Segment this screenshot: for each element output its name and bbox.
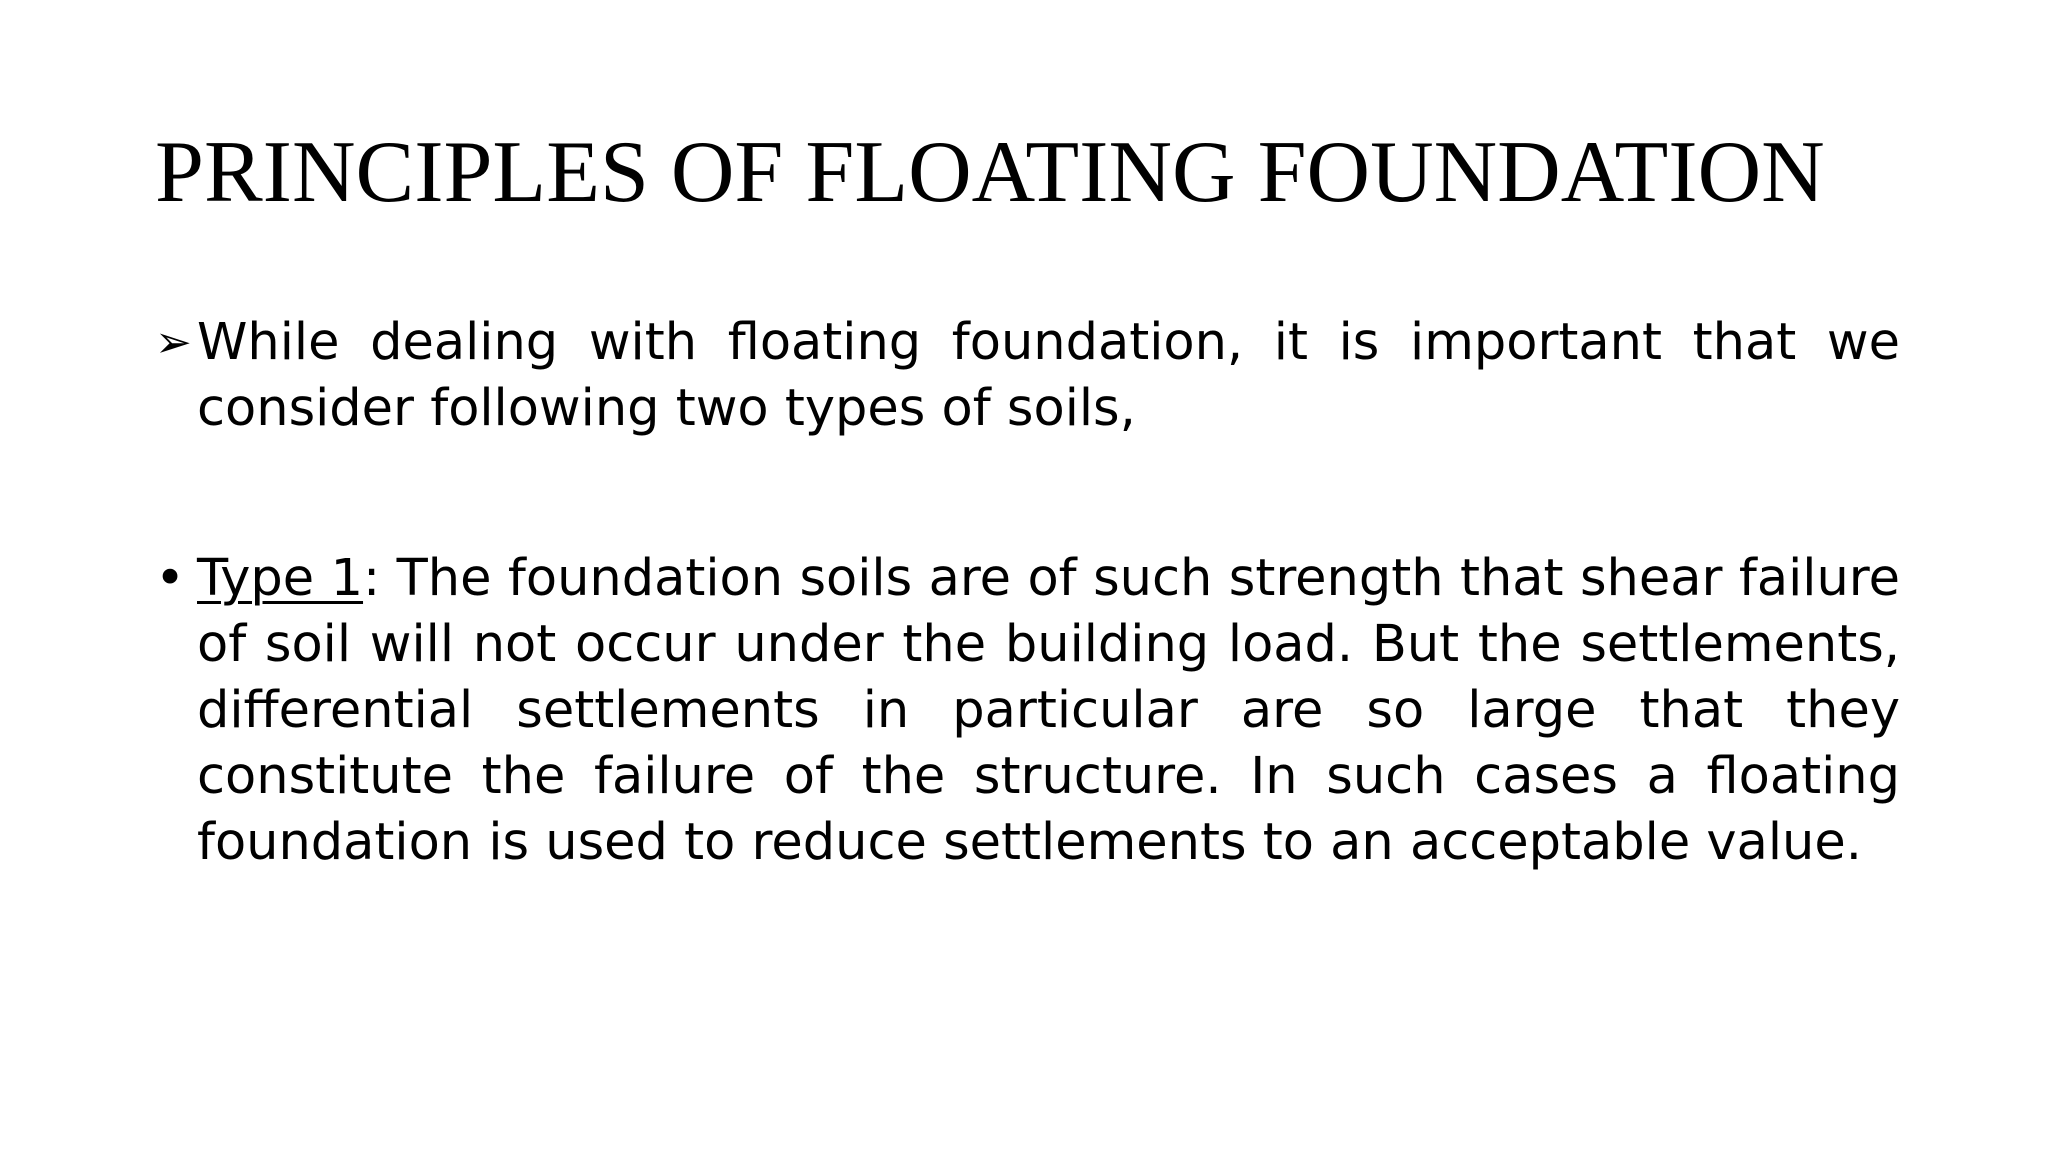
bullet-item-intro [155,310,1900,442]
bullet-text: While dealing with floating foundation, it is important that we consider following two types of soils, [197,313,1900,438]
bullet-text: : The foundation soils are of such strength that shear failure of soil will not occur under the building load. But the settlements, differential settlements in particular are so large that they constitute the failure of the structure. In such cases a floating foundation is used to reduce settlements to an acceptable value. [197,549,1900,872]
slide-body [155,310,1900,876]
bullet-term: Type 1 [197,549,364,608]
slide-title: PRINCIPLES OF FLOATING FOUNDATION [155,124,1825,221]
arrowhead-bullet-icon: ➢ [155,317,192,368]
bullet-item-type-1 [155,546,1900,876]
round-bullet-icon: • [155,549,186,608]
